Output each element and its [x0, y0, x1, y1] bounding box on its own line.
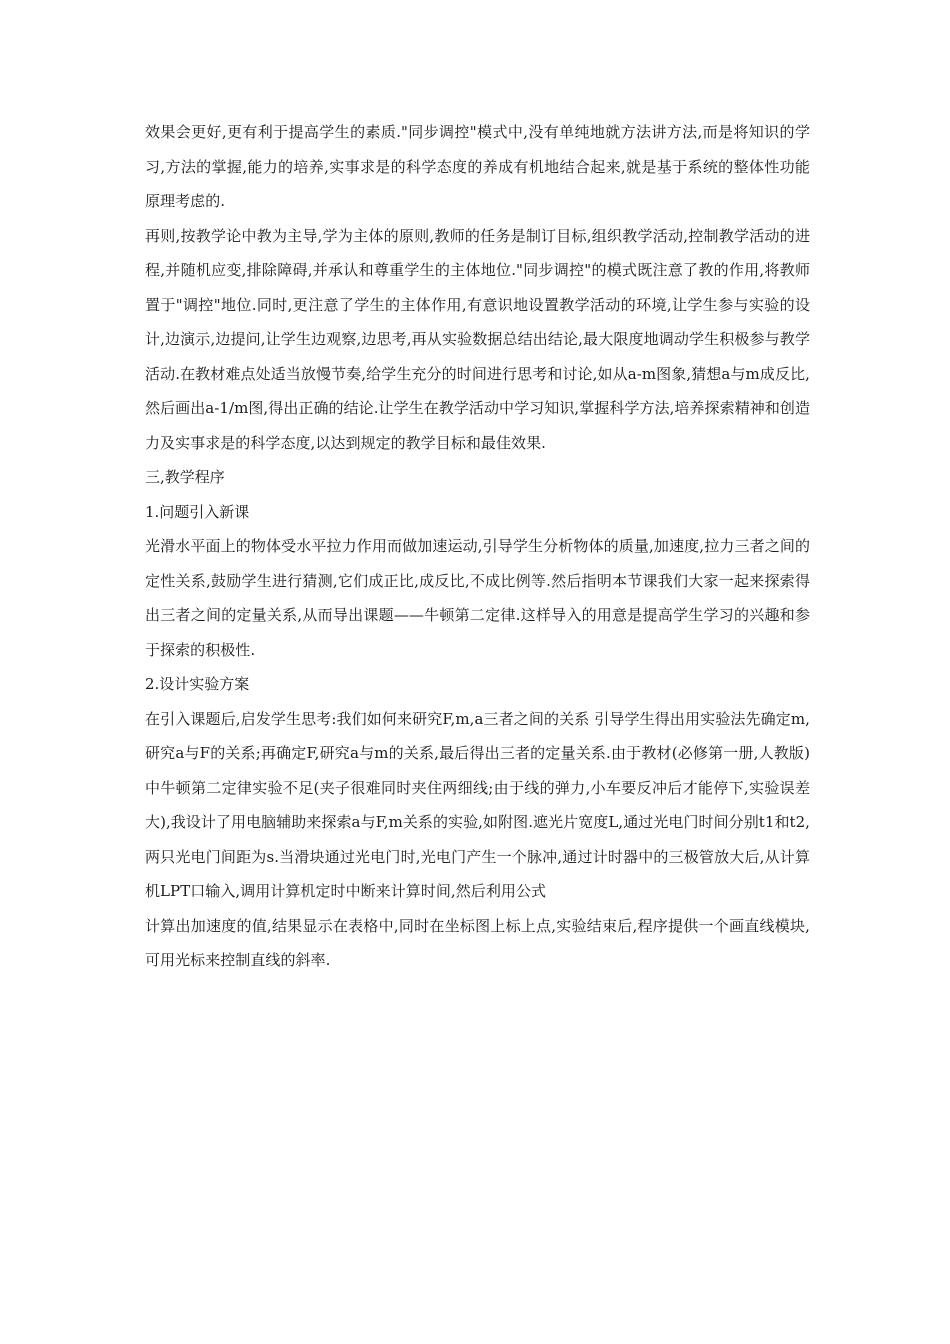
subsection-heading-introduction: 1.问题引入新课	[145, 502, 250, 521]
document-page	[145, 115, 810, 978]
paragraph-introduction: 光滑水平面上的物体受水平拉力作用而做加速运动,引导学生分析物体的质量,加速度,拉力三者之间的定性关系,鼓励学生进行猜测,它们成正比,成反比,不成比例等.然后指明本节课我们大家一起来探索得出三者之间的定量关系,从而导出课题——牛顿第二定律.这样导入的用意是提高学生学习的兴趣和参于探索的积极性.	[145, 537, 810, 659]
paragraph-experiment-design: 在引入课题后,启发学生思考:我们如何来研究F,m,a三者之间的关系 引导学生得出用实验法先确定m,研究a与F的关系;再确定F,研究a与m的关系,最后得出三者的定量关系.由于教材(必修第一册,人教版)中牛顿第二定律实验不足(夹子很难同时夹住两细线;由于线的弹力,小车要反冲后才能停下,实验误差大),我设计了用电脑辅助来探索a与F,m关系的实验,如附图.遮光片宽度L,通过光电门时间分别t1和t2,两只光电门间距为s.当滑块通过光电门时,光电门产生一个脉冲,通过计时器中的三极管放大后,从计算机LPT口输入,调用计算机定时中断来计算时间,然后利用公式	[145, 709, 810, 900]
paragraph-system-principle: 效果会更好,更有利于提高学生的素质."同步调控"模式中,没有单纯地就方法讲方法,而是将知识的学习,方法的掌握,能力的培养,实事求是的科学态度的养成有机地结合起来,就是基于系统的整体性功能原理考虑的.	[145, 123, 810, 210]
section-heading-teaching-procedure: 三,教学程序	[145, 468, 225, 486]
paragraph-teaching-principle: 再则,按教学论中教为主导,学为主体的原则,教师的任务是制订目标,组织教学活动,控制教学活动的进程,并随机应变,排除障碍,并承认和尊重学生的主体地位."同步调控"的模式既注意了教的作用,将教师置于"调控"地位.同时,更注意了学生的主体作用,有意识地设置教学活动的环境,让学生参与实验的设计,边演示,边提问,让学生边观察,边思考,再从实验数据总结出结论,最大限度地调动学生积极参与教学活动.在教材难点处适当放慢节奏,给学生充分的时间进行思考和讨论,如从a-m图象,猜想a与m成反比,然后画出a-1/m图,得出正确的结论.让学生在教学活动中学习知识,掌握科学方法,培养探索精神和创造力及实事求是的科学态度,以达到规定的教学目标和最佳效果.	[145, 226, 810, 452]
paragraph-computation-result: 计算出加速度的值,结果显示在表格中,同时在坐标图上标上点,实验结束后,程序提供一个画直线模块,可用光标来控制直线的斜率.	[145, 916, 810, 969]
subsection-heading-experiment-design: 2.设计实验方案	[145, 675, 250, 693]
